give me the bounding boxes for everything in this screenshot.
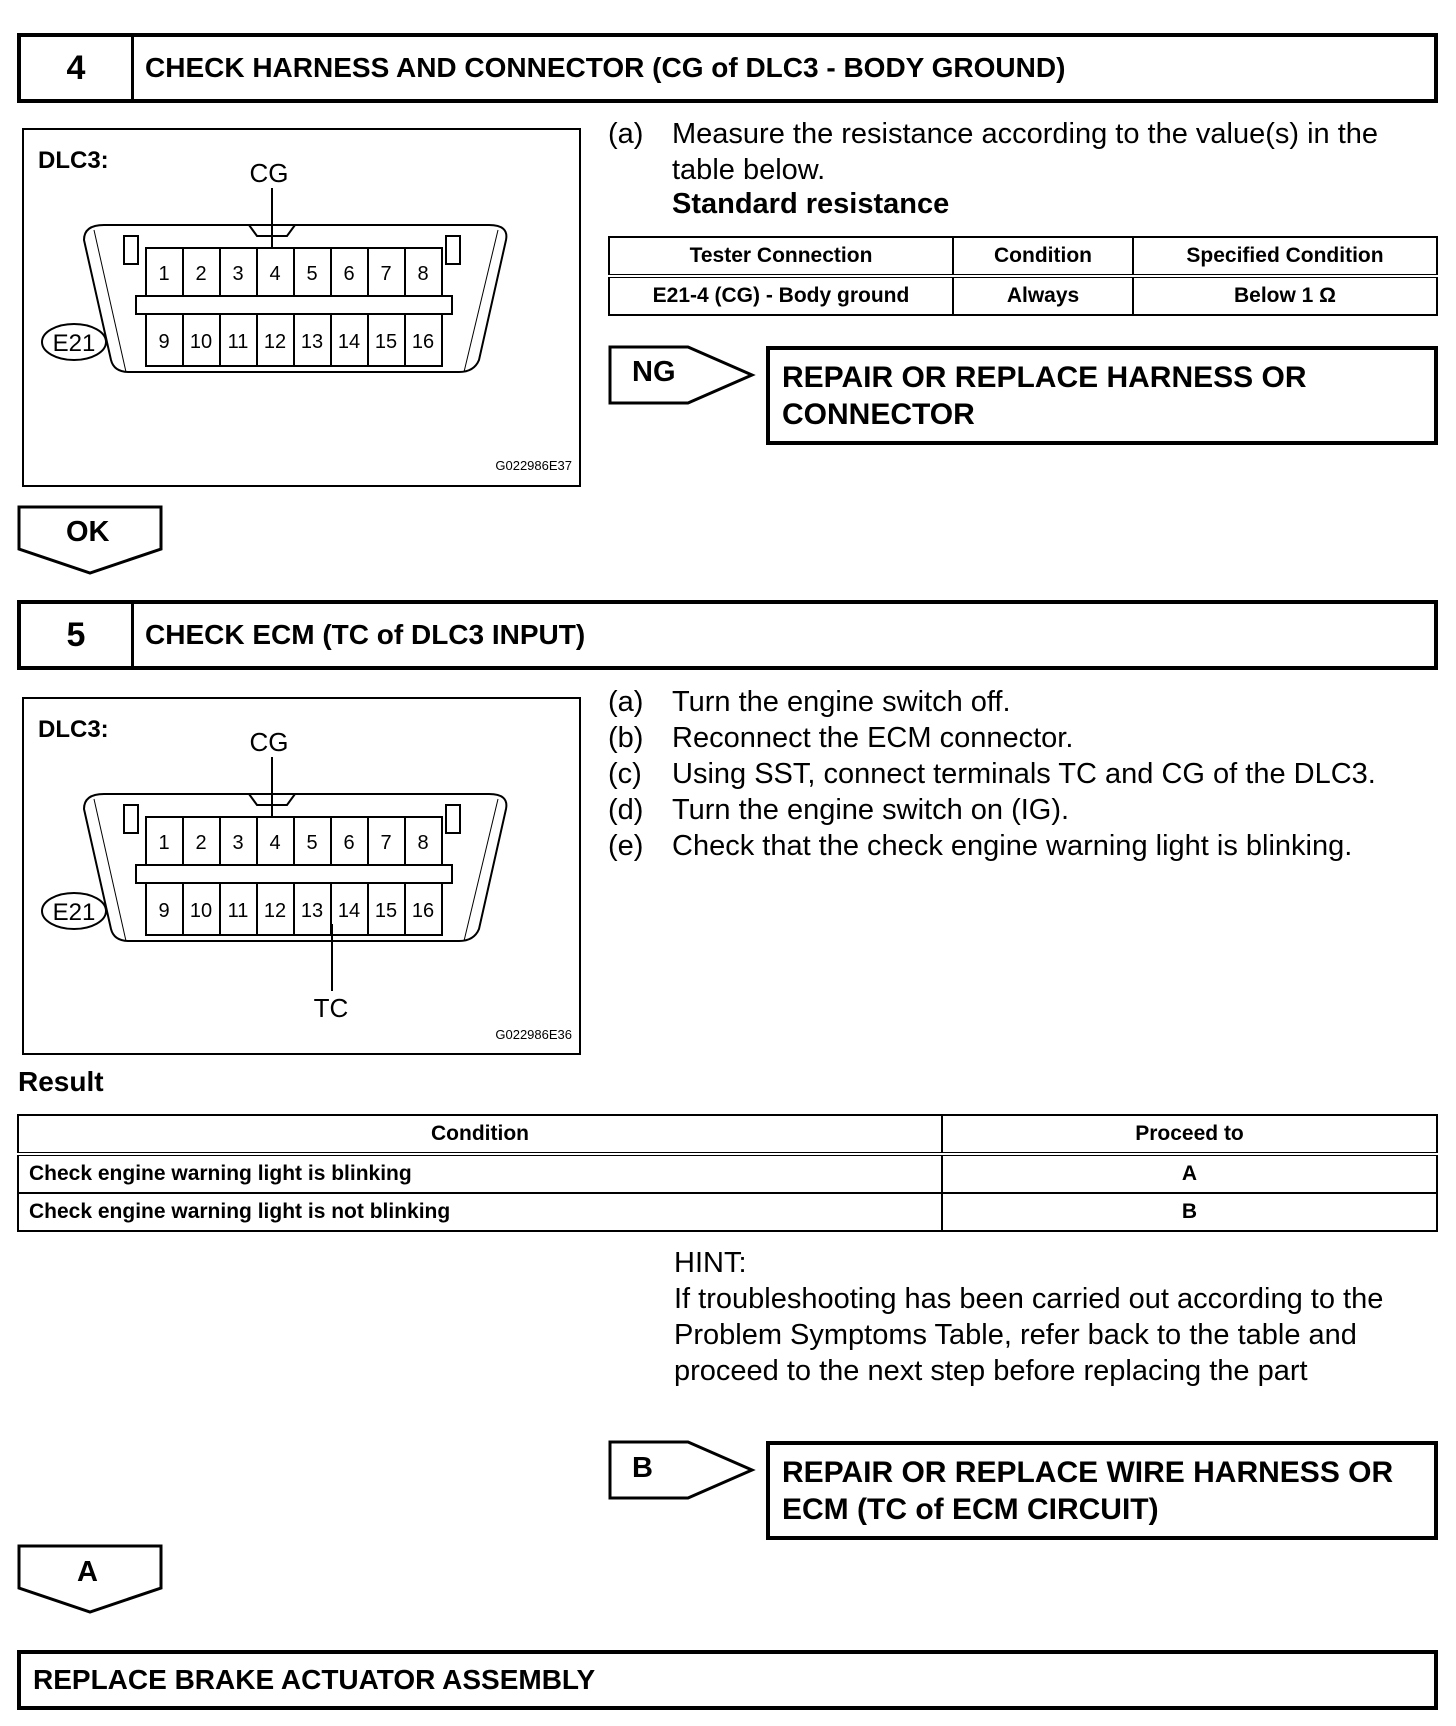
b-label: B (632, 1452, 653, 1484)
pin-14: 14 (337, 331, 361, 353)
instruction-a: (a) Turn the engine switch off. (608, 686, 1011, 718)
pin-11: 11 (227, 331, 249, 353)
pin-5: 5 (306, 263, 318, 285)
pin-16: 16 (411, 331, 435, 353)
pin-12: 12 (263, 900, 287, 922)
step4-instructions (608, 116, 1438, 188)
figure-header: DLC3: (38, 716, 109, 743)
hint-block (674, 1245, 1434, 1389)
hint-line: If troubleshooting has been carried out according to the (674, 1283, 1384, 1315)
table-header-row (609, 237, 1437, 276)
table-row: E21-4 (CG) - Body ground Always Below 1 Ω (609, 276, 1437, 315)
pin-6: 6 (343, 832, 355, 854)
col-condition: Condition (18, 1115, 942, 1154)
b-arrow (608, 1440, 758, 1500)
final-step-box (17, 1650, 1438, 1710)
cg-callout: CG (249, 158, 289, 188)
dlc3-connector-diagram (24, 130, 579, 485)
col-condition: Condition (953, 237, 1133, 276)
col-specified-condition: Specified Condition (1133, 237, 1437, 276)
pin-8: 8 (417, 832, 429, 854)
pin-13: 13 (300, 331, 324, 353)
step4-header (17, 33, 1438, 103)
instruction-d: (d) Turn the engine switch on (IG). (608, 794, 1070, 826)
col-proceed-to: Proceed to (942, 1115, 1437, 1154)
pin-9: 9 (158, 900, 170, 922)
pin-4: 4 (269, 832, 281, 854)
pin-10: 10 (189, 900, 213, 922)
connector-id: E21 (52, 330, 96, 357)
cg-callout: CG (249, 727, 289, 757)
connector-id: E21 (52, 899, 96, 926)
dlc3-figure-step4 (22, 128, 581, 487)
pin-5: 5 (306, 832, 318, 854)
pin-11: 11 (227, 900, 249, 922)
result-label: Result (18, 1066, 104, 1097)
step5-title: CHECK ECM (TC of DLC3 INPUT) (145, 619, 586, 650)
figure-code: G022986E37 (495, 458, 572, 473)
standard-resistance-table (608, 236, 1438, 316)
dlc3-figure-step5 (22, 697, 581, 1055)
table-header-row (18, 1115, 1437, 1154)
step4-title: CHECK HARNESS AND CONNECTOR (CG of DLC3 - BODY GROUND) (145, 52, 1066, 83)
instruction-b: (b) Reconnect the ECM connector. (608, 722, 1074, 754)
step5-header (17, 600, 1438, 670)
hint-line: proceed to the next step before replacing the part (674, 1355, 1308, 1387)
tc-callout: TC (313, 993, 349, 1023)
hint-line: Problem Symptoms Table, refer back to the table and (674, 1319, 1357, 1351)
col-tester-connection: Tester Connection (609, 237, 953, 276)
table-row: Check engine warning light is blinking A (18, 1154, 1437, 1193)
pin-16: 16 (411, 900, 435, 922)
dlc3-connector-diagram (24, 699, 579, 1053)
b-action-box: REPAIR OR REPLACE WIRE HARNESS OR ECM (TC of ECM CIRCUIT) (766, 1441, 1438, 1540)
instruction-a: (a) Measure the resistance according to the value(s) in the table below. (608, 118, 1379, 186)
table-row: Check engine warning light is not blinking B (18, 1193, 1437, 1231)
step4-number: 4 (21, 37, 134, 99)
pin-3: 3 (232, 263, 244, 285)
ng-label: NG (632, 356, 676, 388)
pin-1: 1 (158, 832, 170, 854)
a-label: A (77, 1556, 98, 1588)
pin-9: 9 (158, 331, 170, 353)
ng-action-box: REPAIR OR REPLACE HARNESS OR CONNECTOR (766, 346, 1438, 445)
figure-header: DLC3: (38, 147, 109, 174)
pin-10: 10 (189, 331, 213, 353)
figure-code: G022986E36 (495, 1027, 572, 1042)
pin-12: 12 (263, 331, 287, 353)
result-table (17, 1114, 1438, 1232)
pin-13: 13 (300, 900, 324, 922)
pin-1: 1 (158, 263, 170, 285)
instruction-c: (c) Using SST, connect terminals TC and CG of the DLC3. (608, 758, 1376, 790)
step5-number: 5 (21, 604, 134, 666)
pin-6: 6 (343, 263, 355, 285)
pin-4: 4 (269, 263, 281, 285)
pin-2: 2 (195, 832, 207, 854)
pin-15: 15 (374, 331, 398, 353)
ng-arrow (608, 345, 758, 405)
standard-resistance-caption: Standard resistance (672, 188, 950, 220)
hint-title: HINT: (674, 1247, 747, 1279)
pin-7: 7 (380, 832, 392, 854)
pin-14: 14 (337, 900, 361, 922)
ok-label: OK (66, 516, 110, 548)
pin-7: 7 (380, 263, 392, 285)
step5-instructions (608, 684, 1438, 864)
instruction-e: (e) Check that the check engine warning light is blinking. (608, 830, 1353, 862)
pin-8: 8 (417, 263, 429, 285)
final-step-title: REPLACE BRAKE ACTUATOR ASSEMBLY (33, 1664, 596, 1695)
pin-3: 3 (232, 832, 244, 854)
pin-2: 2 (195, 263, 207, 285)
pin-15: 15 (374, 900, 398, 922)
